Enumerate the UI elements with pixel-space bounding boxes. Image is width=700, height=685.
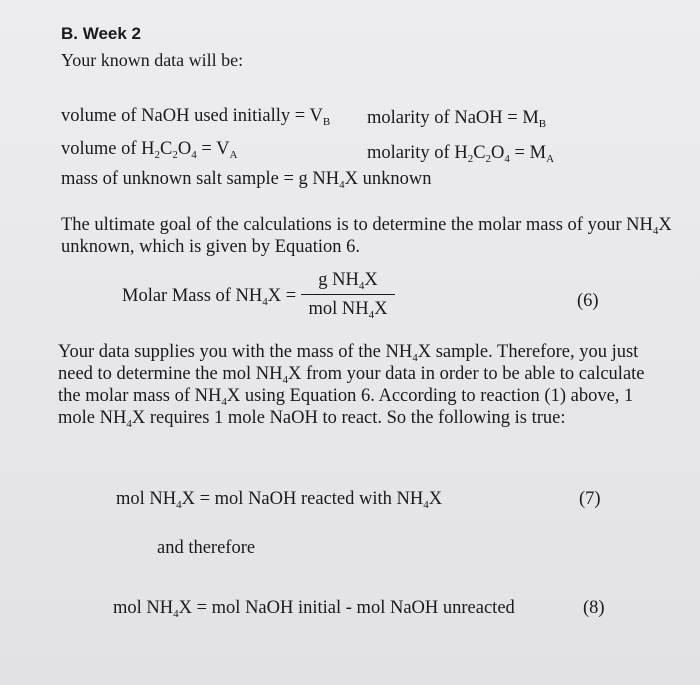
goal-line-2: unknown, which is given by Equation 6. [61,237,361,257]
known-naoh-volume: volume of NaOH used initially = $V_B$ [61,106,331,128]
known-data-intro: Your known data will be: [61,50,244,70]
equation-6-lhs: Molar Mass of $NH_4X$ = [122,286,297,308]
equation-6-numerator: g $NH_4X$ [318,270,378,292]
equation-6-fraction [301,270,395,321]
goal-paragraph [61,214,672,258]
explanation-paragraph [58,341,645,429]
and-therefore-text: and therefore [157,538,256,558]
goal-line-1: The ultimate goal of the calculations is to determine the molar mass of your $NH_4X$ [61,215,672,237]
known-acid-volume: volume of $H_2C_2O_4 = V_A$ [61,139,238,161]
explanation-line-3: the molar mass of $NH_4X$ using Equation 6. According to reaction (1) above, 1 [58,386,634,408]
known-sample-mass: mass of unknown salt sample = g $NH_4X$ unknown [61,169,432,191]
explanation-line-4: mole $NH_4X$ requires 1 mole NaOH to react. So the following is true: [58,408,566,430]
section-heading: B. Week 2 [61,24,142,43]
known-naoh-molarity: molarity of NaOH = $M_B$ [367,108,547,130]
equation-7: mol $NH_4X$ = mol NaOH reacted with $NH_4X$ [116,489,443,511]
equation-6-denominator: mol $NH_4X$ [308,298,388,321]
known-acid-molarity: molarity of $H_2C_2O_4 = M_A$ [367,143,555,165]
equation-7-number: (7) [579,489,601,509]
explanation-line-1: Your data supplies you with the mass of the $NH_4X$ sample. Therefore, you just [58,342,639,364]
equation-6-number: (6) [577,291,599,311]
explanation-line-2: need to determine the mol $NH_4X$ from your data in order to be able to calculate [58,364,645,386]
equation-8-number: (8) [583,598,605,618]
equation-8: mol $NH_4X$ = mol NaOH initial - mol NaOH unreacted [113,598,515,620]
